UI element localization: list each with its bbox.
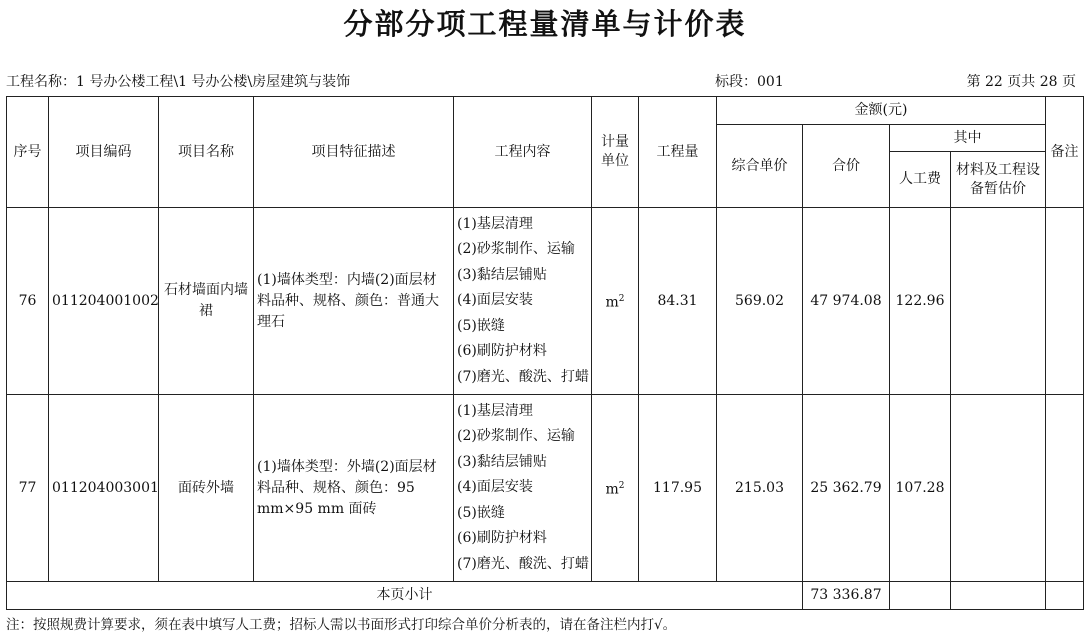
unit-exponent: 2	[618, 293, 625, 304]
row-total: 25 362.79	[803, 395, 890, 582]
work-line: (5)嵌缝	[457, 504, 505, 521]
row-work	[454, 395, 592, 582]
col-quantity: 工程量	[639, 97, 717, 208]
row-remark	[1046, 395, 1084, 582]
col-work: 工程内容	[454, 97, 592, 208]
work-line: (4)面层安装	[457, 292, 533, 309]
subtotal-total: 73 336.87	[803, 582, 890, 610]
col-code: 项目编码	[49, 97, 159, 208]
table-row	[7, 395, 1084, 582]
row-material	[951, 208, 1046, 395]
row-features	[254, 395, 454, 582]
subtotal-labor	[890, 582, 951, 610]
project-name: 工程名称：1 号办公楼工程\1 号办公楼\房屋建筑与装饰	[6, 74, 351, 90]
work-line: (1)基层清理	[457, 402, 533, 419]
col-unit-price: 综合单价	[717, 125, 803, 208]
col-unit: 计量单位	[592, 97, 639, 208]
work-line: (2)砂浆制作、运输	[457, 428, 575, 445]
feature-line: (1)墙体类型：外墙	[257, 458, 375, 475]
section-label: 标段：001	[715, 74, 784, 90]
row-code: 011204003001	[49, 395, 159, 582]
unit-exponent: 2	[618, 480, 625, 491]
row-unit-price: 215.03	[717, 395, 803, 582]
col-seq: 序号	[7, 97, 49, 208]
unit-text: m	[605, 481, 619, 498]
col-material: 材料及工程设备暂估价	[951, 152, 1046, 208]
row-seq: 76	[7, 208, 49, 395]
work-line: (6)刷防护材料	[457, 343, 547, 360]
work-line: (6)刷防护材料	[457, 530, 547, 547]
table-row	[7, 208, 1084, 395]
row-material	[951, 395, 1046, 582]
work-line: (5)嵌缝	[457, 317, 505, 334]
feature-line: (1)墙体类型：内墙	[257, 271, 375, 288]
row-code: 011204001002	[49, 208, 159, 395]
row-name: 石材墙面内墙裙	[159, 208, 254, 395]
row-total: 47 974.08	[803, 208, 890, 395]
footnote: 注：按照规费计算要求，须在表中填写人工费；招标人需以书面形式打印综合单价分析表的，请在备注栏内打√。	[6, 617, 677, 633]
subtotal-label: 本页小计	[7, 582, 803, 610]
row-unit	[592, 395, 639, 582]
work-line: (4)面层安装	[457, 479, 533, 496]
feature-line: (2)面层材料品种、规格、颜色：95 mm×95 mm 面砖	[257, 458, 437, 517]
row-quantity: 117.95	[639, 395, 717, 582]
col-of-which: 其中	[890, 125, 1046, 152]
row-features	[254, 208, 454, 395]
work-line: (3)黏结层铺贴	[457, 453, 547, 470]
col-labor: 人工费	[890, 152, 951, 208]
row-remark	[1046, 208, 1084, 395]
col-remark: 备注	[1046, 97, 1084, 208]
page-info: 第 22 页共 28 页	[966, 74, 1076, 90]
work-line: (1)基层清理	[457, 215, 533, 232]
row-seq: 77	[7, 395, 49, 582]
subtotal-material	[951, 582, 1046, 610]
bill-table	[6, 96, 1084, 610]
col-total: 合价	[803, 125, 890, 208]
row-labor: 122.96	[890, 208, 951, 395]
unit-text: m	[605, 294, 619, 311]
row-unit-price: 569.02	[717, 208, 803, 395]
work-line: (7)磨光、酸洗、打蜡	[457, 555, 589, 572]
work-line: (7)磨光、酸洗、打蜡	[457, 368, 589, 385]
row-name: 面砖外墙	[159, 395, 254, 582]
row-unit	[592, 208, 639, 395]
col-amount-group: 金额(元)	[717, 97, 1046, 125]
col-feature: 项目特征描述	[254, 97, 454, 208]
subtotal-remark	[1046, 582, 1084, 610]
work-line: (2)砂浆制作、运输	[457, 241, 575, 258]
col-name: 项目名称	[159, 97, 254, 208]
row-labor: 107.28	[890, 395, 951, 582]
row-quantity: 84.31	[639, 208, 717, 395]
page-title: 分部分项工程量清单与计价表	[343, 7, 747, 41]
feature-line: (2)面层材料品种、规格、颜色：普通大理石	[257, 271, 439, 330]
work-line: (3)黏结层铺贴	[457, 266, 547, 283]
row-work	[454, 208, 592, 395]
